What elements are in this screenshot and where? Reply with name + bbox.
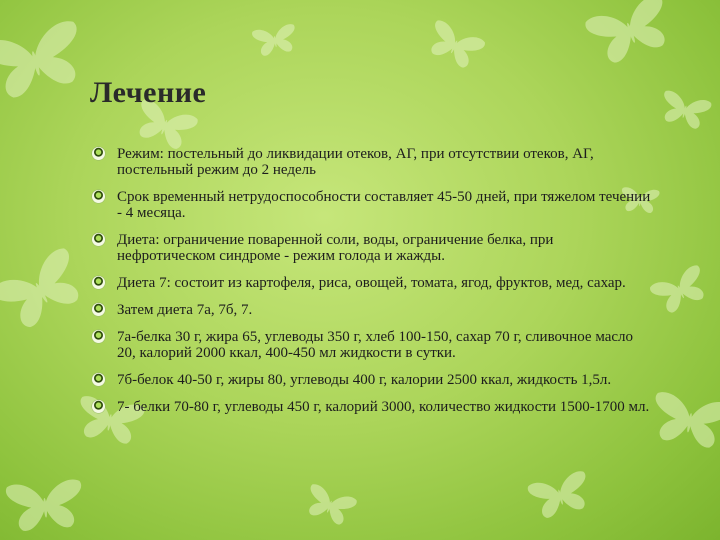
list-item [92, 189, 652, 221]
butterfly-icon [658, 89, 713, 131]
butterfly-icon [649, 264, 712, 317]
item-text: Диета: ограничение поваренной соли, воды, ограничение белка, при нефротическом синдроме - режим голода и жажды. [117, 232, 554, 264]
butterfly-icon [584, 0, 677, 68]
slide-title: Лечение [90, 76, 207, 109]
butterfly-icon [302, 483, 358, 528]
item-text: 7- белки 70-80 г, углеводы 450 г, калорий 3000, количество жидкости 1500-1700 мл. [117, 399, 650, 415]
list-item [92, 372, 652, 388]
butterfly-icon [251, 23, 298, 57]
item-text: 7б-белок 40-50 г, жиры 80, углеводы 400 г, калории 2500 ккал, жидкость 1,5л. [117, 372, 612, 388]
item-text: Режим: постельный до ликвидации отеков, АГ, при отсутствии отеков, АГ, постельный режим до 2 недель [117, 146, 594, 178]
item-text: Срок временный нетрудоспособности составляет 45-50 дней, при тяжелом течении - 4 месяца. [117, 189, 651, 221]
butterfly-icon [527, 470, 594, 521]
ring-bullet-icon [92, 276, 105, 289]
item-text: 7а-белка 30 г, жира 65, углеводы 350 г, хлеб 100-150, сахар 70 г, сливочное масло 20, калорий 2000 ккал, 400-450 мл жидкости в сутки. [117, 329, 634, 361]
butterfly-icon [5, 479, 84, 533]
item-text: Затем диета 7а, 7б, 7. [117, 302, 253, 318]
ring-bullet-icon [92, 400, 105, 413]
butterfly-icon [423, 19, 486, 72]
ring-bullet-icon [92, 303, 105, 316]
ring-bullet-icon [92, 190, 105, 203]
butterfly-icon [0, 246, 91, 336]
list-item [92, 329, 652, 361]
butterfly-icon [649, 391, 720, 451]
list-item [92, 302, 652, 318]
ring-bullet-icon [92, 147, 105, 160]
ring-bullet-icon [92, 373, 105, 386]
list-item [92, 399, 652, 415]
ring-bullet-icon [92, 330, 105, 343]
list-item [92, 275, 652, 291]
ring-bullet-icon [92, 233, 105, 246]
butterfly-icon [0, 19, 90, 103]
bullet-list [92, 146, 652, 426]
list-item [92, 232, 652, 264]
list-item [92, 146, 652, 178]
item-text: Диета 7: состоит из картофеля, риса, овощей, томата, ягод, фруктов, мед, сахар. [117, 275, 626, 291]
